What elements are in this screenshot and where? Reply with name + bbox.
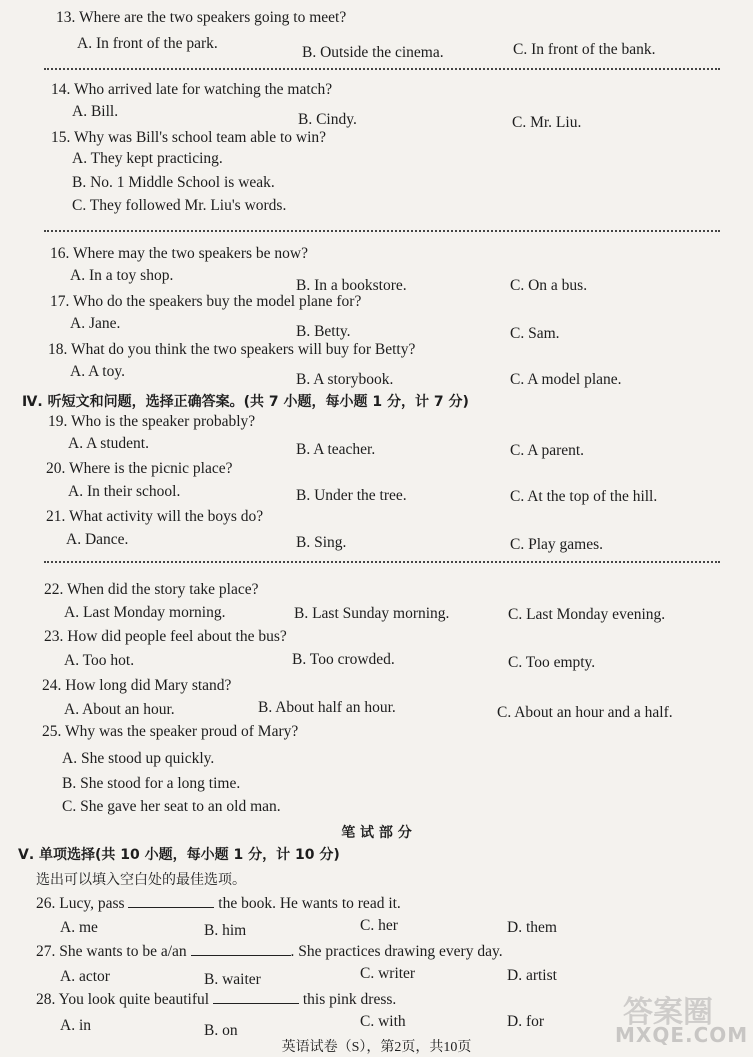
q27-option-c: C. writer [360,965,416,982]
q16-option-b: B. In a bookstore. [296,277,407,294]
q13-option-a: A. In front of the park. [77,35,218,52]
q23-option-c: C. Too empty. [508,654,596,671]
q19-option-a: A. A student. [68,435,149,452]
q21-option-c: C. Play games. [510,536,603,553]
q22-option-c: C. Last Monday evening. [508,606,666,623]
q24-option-a: A. About an hour. [64,701,175,718]
q26-stem [36,893,401,914]
q14-option-c: C. Mr. Liu. [512,114,582,131]
q26-option-b: B. him [204,922,247,939]
q18-option-a: A. A toy. [70,363,125,380]
q24-option-b: B. About half an hour. [258,699,396,716]
q15-option-b: B. No. 1 Middle School is weak. [72,174,275,191]
q16-option-a: A. In a toy shop. [70,267,174,284]
q23-option-b: B. Too crowded. [292,651,395,668]
separator [44,561,720,563]
q22-option-b: B. Last Sunday morning. [294,605,450,622]
q18-stem: 18. What do you think the two speakers will buy for Betty? [48,341,416,358]
q14-option-a: A. Bill. [72,103,119,120]
q18-option-b: B. A storybook. [296,371,394,388]
q17-stem: 17. Who do the speakers buy the model plane for? [50,293,362,310]
q28-stem [36,989,396,1010]
q17-option-a: A. Jane. [70,315,121,332]
q28-option-b: B. on [204,1022,238,1039]
q28-blank [213,989,299,1004]
q16-option-c: C. On a bus. [510,277,588,294]
q21-option-b: B. Sing. [296,534,347,551]
q24-option-c: C. About an hour and a half. [497,704,673,721]
q15-option-a: A. They kept practicing. [72,150,223,167]
q27-blank [191,941,291,956]
q27-option-b: B. waiter [204,971,261,988]
section-iv-header: Ⅳ. 听短文和问题，选择正确答案。(共 7 小题，每小题 1 分，计 7 分) [22,394,469,410]
q13-stem: 13. Where are the two speakers going to meet? [56,9,347,26]
q27-stem-before: 27. She wants to be a/an [36,943,187,960]
separator [44,68,720,70]
q28-stem-after: this pink dress. [302,991,397,1008]
watermark-bottom-text: MXQE.COM [615,1023,749,1047]
watermark-logo [615,987,749,1047]
q26-option-d: D. them [507,919,557,936]
q28-option-c: C. with [360,1013,406,1030]
page-footer: 英语试卷（S），第2页，共10页 [281,1040,472,1055]
q20-stem: 20. Where is the picnic place? [46,460,233,477]
q25-stem: 25. Why was the speaker proud of Mary? [42,723,299,740]
q28-stem-before: 28. You look quite beautiful [36,991,210,1008]
q16-stem: 16. Where may the two speakers be now? [50,245,308,262]
q14-option-b: B. Cindy. [298,111,357,128]
q15-stem: 15. Why was Bill's school team able to win? [51,129,327,146]
section-v-instruction: 选出可以填入空白处的最佳选项。 [36,872,246,888]
q15-option-c: C. They followed Mr. Liu's words. [72,197,287,214]
q27-stem [36,941,503,962]
q21-option-a: A. Dance. [66,531,129,548]
section-v-header: Ⅴ. 单项选择(共 10 小题，每小题 1 分，计 10 分) [18,847,340,863]
q27-option-a: A. actor [60,968,110,985]
q22-stem: 22. When did the story take place? [44,581,259,598]
q13-option-c: C. In front of the bank. [513,41,656,58]
separator [44,230,720,232]
q19-option-b: B. A teacher. [296,441,376,458]
q17-option-b: B. Betty. [296,323,351,340]
q28-option-d: D. for [507,1013,545,1030]
watermark-top-text: 答案圈 [623,995,713,1030]
q23-option-a: A. Too hot. [64,652,135,669]
q19-stem: 19. Who is the speaker probably? [48,413,256,430]
q26-blank [128,893,214,908]
q25-option-b: B. She stood for a long time. [62,775,241,792]
q26-option-c: C. her [360,917,398,934]
q24-stem: 24. How long did Mary stand? [42,677,232,694]
q13-option-b: B. Outside the cinema. [302,44,444,61]
q18-option-c: C. A model plane. [510,371,622,388]
q25-option-c: C. She gave her seat to an old man. [62,798,281,815]
q25-option-a: A. She stood up quickly. [62,750,215,767]
q19-option-c: C. A parent. [510,442,585,459]
q26-stem-before: 26. Lucy, pass [36,895,125,912]
q27-option-d: D. artist [507,967,557,984]
q28-option-a: A. in [60,1017,91,1034]
q20-option-c: C. At the top of the hill. [510,488,658,505]
q14-stem: 14. Who arrived late for watching the match? [51,81,333,98]
q23-stem: 23. How did people feel about the bus? [44,628,287,645]
q27-stem-after: . She practices drawing every day. [290,943,503,960]
q17-option-c: C. Sam. [510,325,560,342]
q22-option-a: A. Last Monday morning. [64,604,226,621]
q21-stem: 21. What activity will the boys do? [46,508,264,525]
q20-option-b: B. Under the tree. [296,487,407,504]
q26-option-a: A. me [60,919,98,936]
q20-option-a: A. In their school. [68,483,181,500]
written-part-title: 笔 试 部 分 [341,825,412,841]
q26-stem-after: the book. He wants to read it. [218,895,401,912]
